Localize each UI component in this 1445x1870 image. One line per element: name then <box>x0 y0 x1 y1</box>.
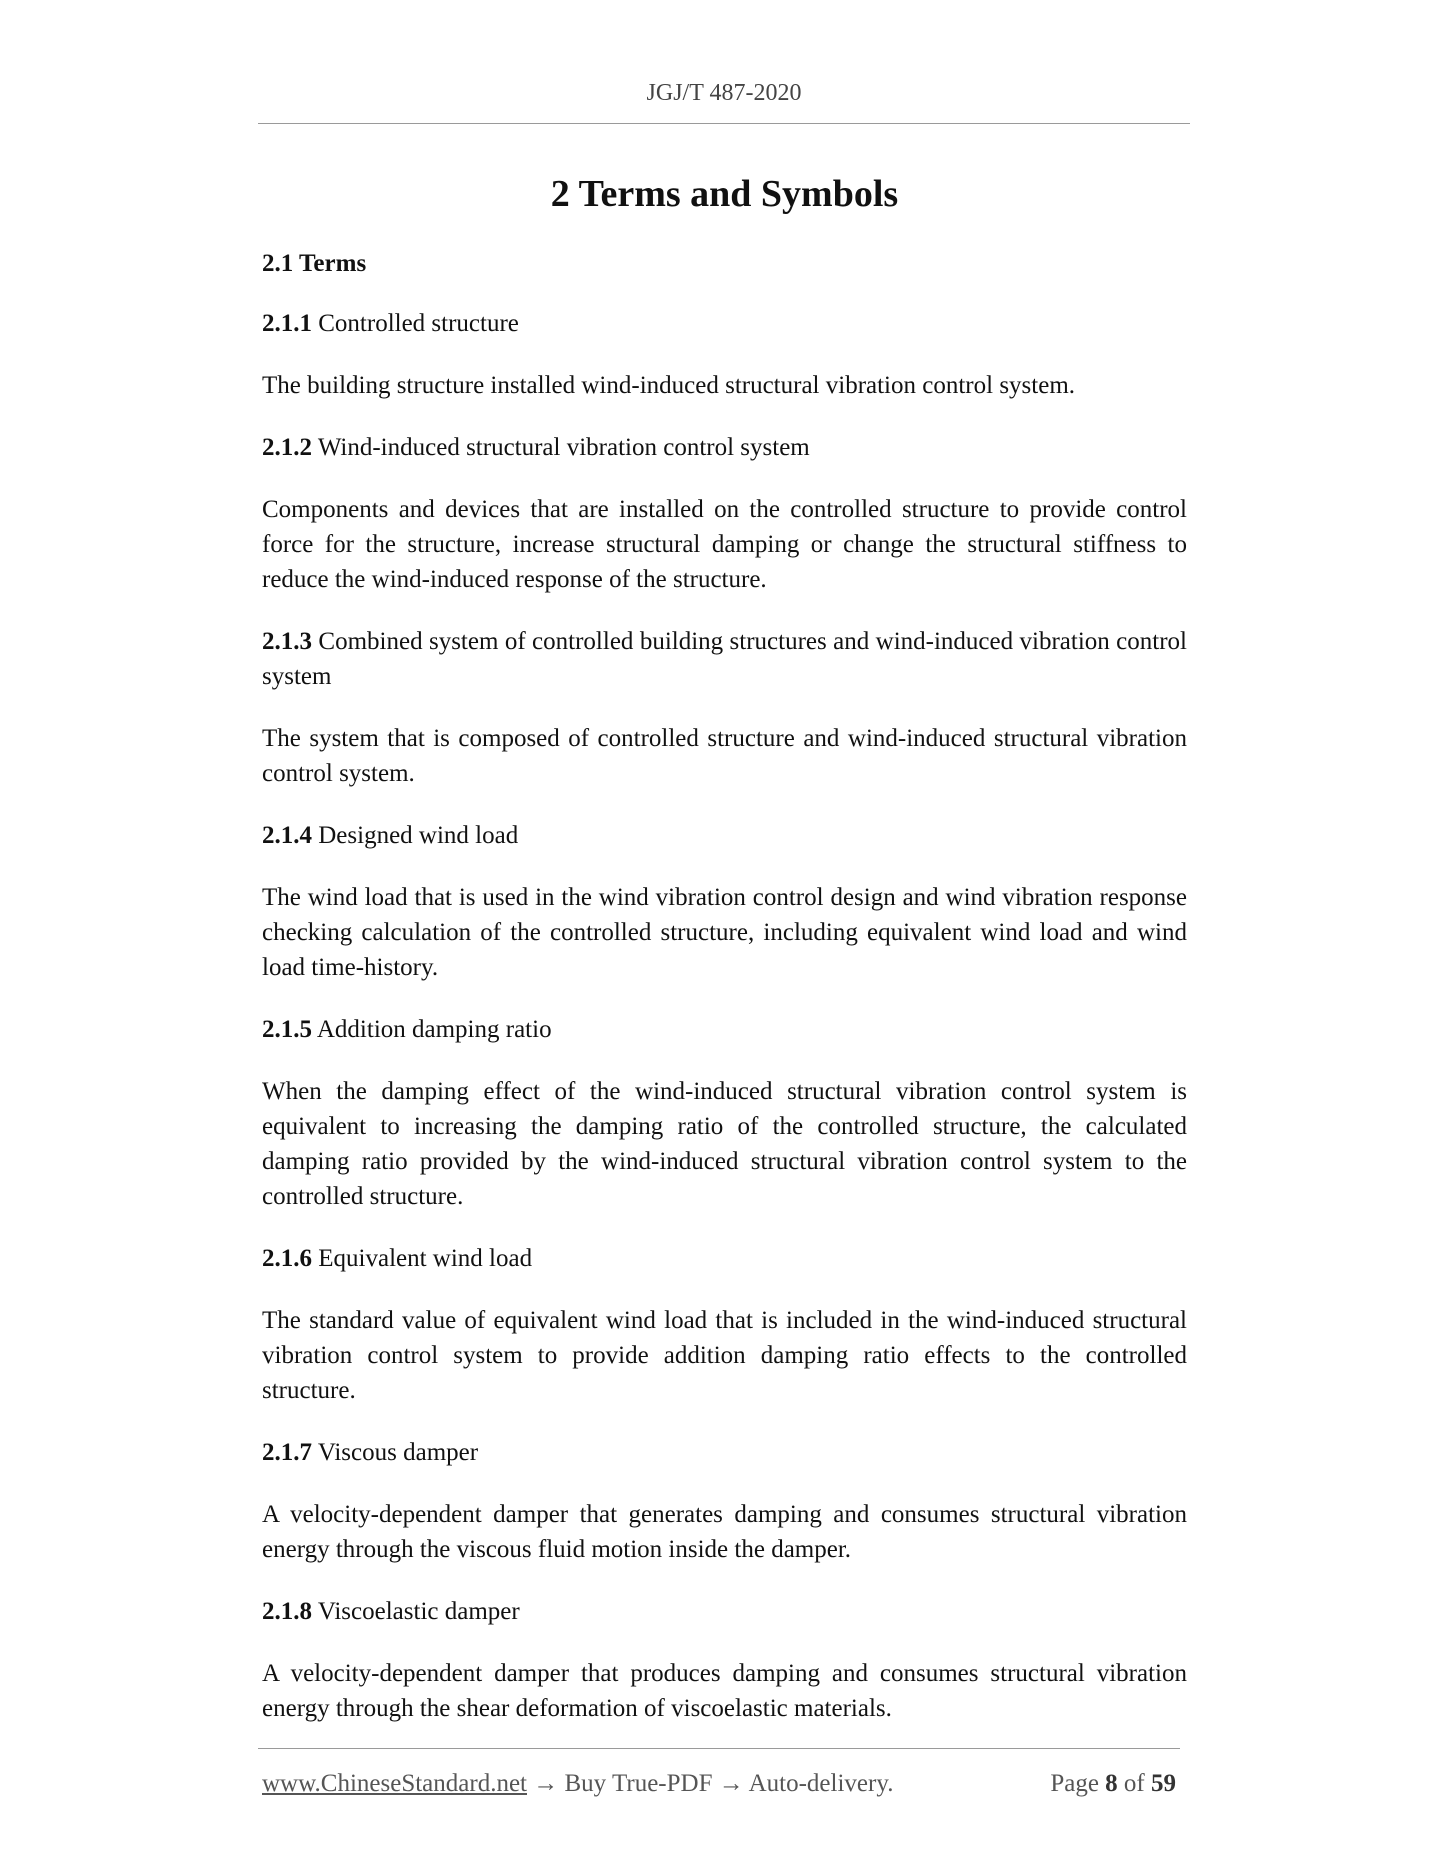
term-name: Designed wind load <box>318 822 519 849</box>
page-of: of <box>1123 1770 1145 1797</box>
term-heading <box>262 1012 1187 1047</box>
term-name: Wind-induced structural vibration control system <box>317 434 810 461</box>
page-total: 59 <box>1151 1770 1176 1797</box>
arrow-right-icon: → <box>718 1770 744 1797</box>
term-heading <box>262 1594 1187 1629</box>
term-number: 2.1.2 <box>262 434 312 461</box>
chapter-title: 2 Terms and Symbols <box>550 173 899 215</box>
term-2-1-3 <box>262 624 1187 791</box>
page-current: 8 <box>1105 1770 1118 1797</box>
page-number <box>1050 1770 1176 1798</box>
footer-divider <box>258 1748 1180 1749</box>
buy-text: Buy True-PDF <box>564 1770 713 1797</box>
term-2-1-2 <box>262 430 1187 597</box>
term-heading <box>262 1241 1187 1276</box>
term-number: 2.1.8 <box>262 1598 312 1625</box>
term-definition: The wind load that is used in the wind vibration control design and wind vibration response checking calculation of the controlled structure, including equivalent wind load and wind load time-history. <box>262 884 1187 981</box>
term-number: 2.1.6 <box>262 1245 312 1272</box>
term-name: Viscoelastic damper <box>317 1598 520 1625</box>
delivery-text: Auto-delivery. <box>748 1770 894 1797</box>
term-heading <box>262 818 1187 853</box>
term-definition: Components and devices that are installed on the controlled structure to provide control force for the structure, increase structural damping or change the structural stiffness to reduce the wind-induced response of the structure. <box>262 496 1187 593</box>
term-heading <box>262 1435 1187 1470</box>
term-number: 2.1.1 <box>262 310 312 337</box>
page-body <box>262 172 1187 1753</box>
running-header: JGJ/T 487-2020 <box>646 80 802 106</box>
website-link[interactable]: www.ChineseStandard.net <box>262 1770 527 1797</box>
term-number: 2.1.7 <box>262 1439 312 1466</box>
term-definition: The building structure installed wind-induced structural vibration control system. <box>262 372 1076 399</box>
term-2-1-8 <box>262 1594 1187 1726</box>
term-name: Addition damping ratio <box>316 1016 552 1043</box>
term-heading <box>262 306 1187 341</box>
term-name: Equivalent wind load <box>318 1245 533 1272</box>
term-number: 2.1.5 <box>262 1016 312 1043</box>
term-number: 2.1.3 <box>262 628 312 655</box>
term-name: Controlled structure <box>318 310 519 337</box>
term-definition: The system that is composed of controlled structure and wind-induced structural vibration control system. <box>262 725 1187 787</box>
arrow-right-icon: → <box>533 1770 559 1797</box>
term-2-1-1 <box>262 306 1187 403</box>
section-title: 2.1 Terms <box>262 250 367 277</box>
term-2-1-6 <box>262 1241 1187 1408</box>
footer-promo <box>262 1770 893 1798</box>
term-2-1-5 <box>262 1012 1187 1214</box>
header-divider <box>258 123 1190 124</box>
term-heading <box>262 624 1187 694</box>
term-name: Combined system of controlled building structures and wind-induced vibration control system <box>262 628 1187 690</box>
term-2-1-4 <box>262 818 1187 985</box>
term-name: Viscous damper <box>317 1439 479 1466</box>
term-heading <box>262 430 1187 465</box>
term-definition: The standard value of equivalent wind load that is included in the wind-induced structural vibration control system to provide addition damping ratio effects to the controlled structure. <box>262 1307 1187 1404</box>
term-definition: A velocity-dependent damper that generates damping and consumes structural vibration energy through the viscous fluid motion inside the damper. <box>262 1501 1187 1563</box>
page-label: Page <box>1050 1770 1099 1797</box>
term-number: 2.1.4 <box>262 822 312 849</box>
term-definition: When the damping effect of the wind-induced structural vibration control system is equivalent to increasing the damping ratio of the controlled structure, the calculated damping ratio provided by the wind-induced structural vibration control system to the controlled structure. <box>262 1078 1187 1210</box>
term-2-1-7 <box>262 1435 1187 1567</box>
term-definition: A velocity-dependent damper that produces damping and consumes structural vibration energy through the shear deformation of viscoelastic materials. <box>262 1660 1187 1722</box>
